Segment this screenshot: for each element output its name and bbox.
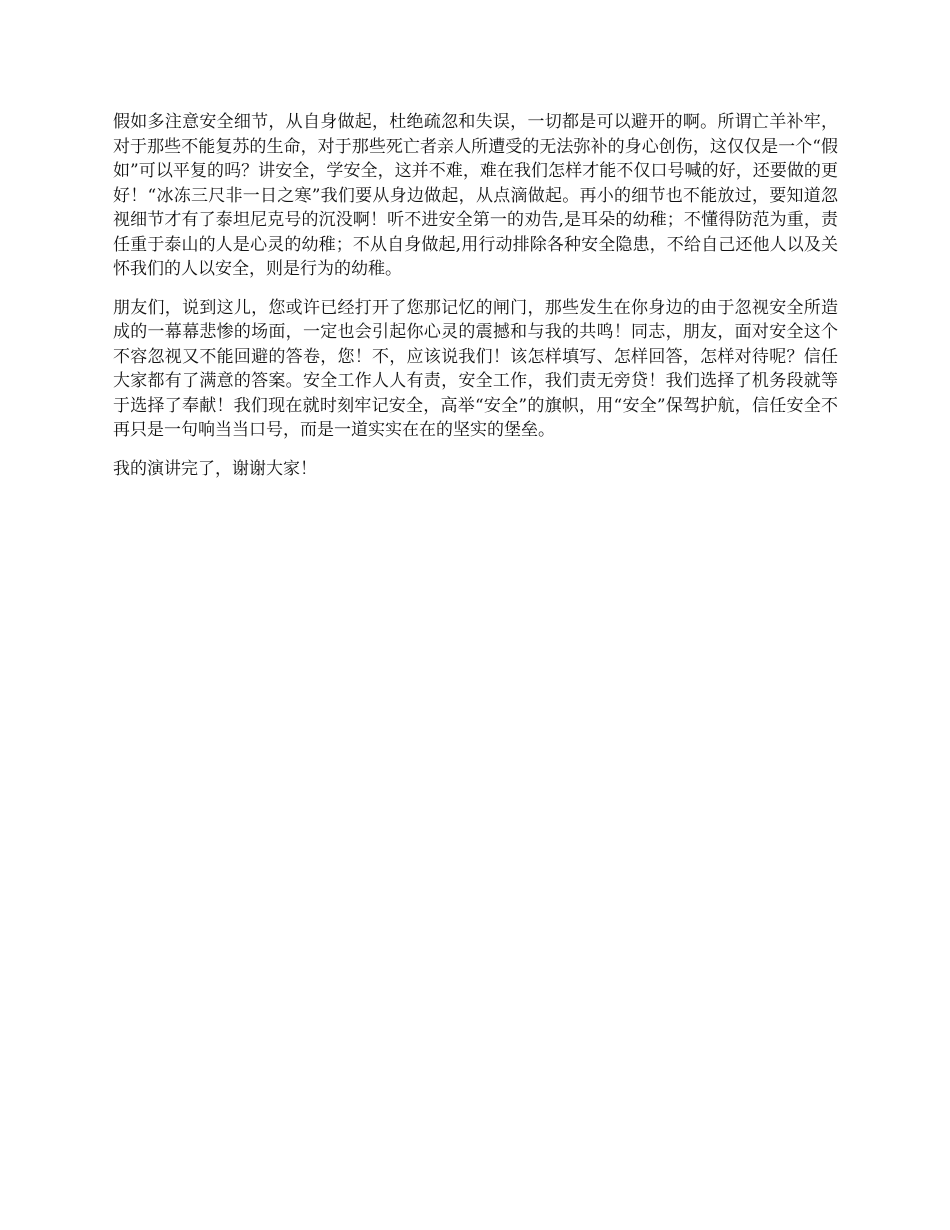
paragraph-friends-appeal: 朋友们，说到这儿，您或许已经打开了您那记忆的闸门，那些发生在你身边的由于忽视安全所造成的一幕幕悲惨的场面，一定也会引起你心灵的震撼和与我的共鸣！同志，朋友，面对安全这个不容忽视又不能回避的答卷，您！不，应该说我们！该怎样填写、怎样回答，怎样对待呢？信任大家都有了满意的答案。安全工作人人有责，安全工作，我们责无旁贷！我们选择了机务段就等于选择了奉献！我们现在就时刻牢记安全，高举“安全”的旗帜，用“安全”保驾护航，信任安全不再只是一句响当当口号，而是一道实实在在的坚实的堡垒。 bbox=[113, 297, 838, 440]
document-body bbox=[113, 110, 838, 495]
paragraph-safety-details: 假如多注意安全细节，从自身做起，杜绝疏忽和失误，一切都是可以避开的啊。所谓亡羊补牢，对于那些不能复苏的生命，对于那些死亡者亲人所遭受的无法弥补的身心创伤，这仅仅是一个“假如”可以平复的吗？讲安全，学安全，这并不难，难在我们怎样才能不仅口号喊的好，还要做的更好！“冰冻三尺非一日之寒”我们要从身边做起，从点滴做起。再小的细节也不能放过，要知道忽视细节才有了泰坦尼克号的沉没啊！听不进安全第一的劝告,是耳朵的幼稚；不懂得防范为重，责任重于泰山的人是心灵的幼稚；不从自身做起,用行动排除各种安全隐患，不给自己还他人以及关怀我们的人以安全，则是行为的幼稚。 bbox=[113, 112, 838, 279]
paragraph-closing: 我的演讲完了，谢谢大家！ bbox=[113, 458, 317, 479]
